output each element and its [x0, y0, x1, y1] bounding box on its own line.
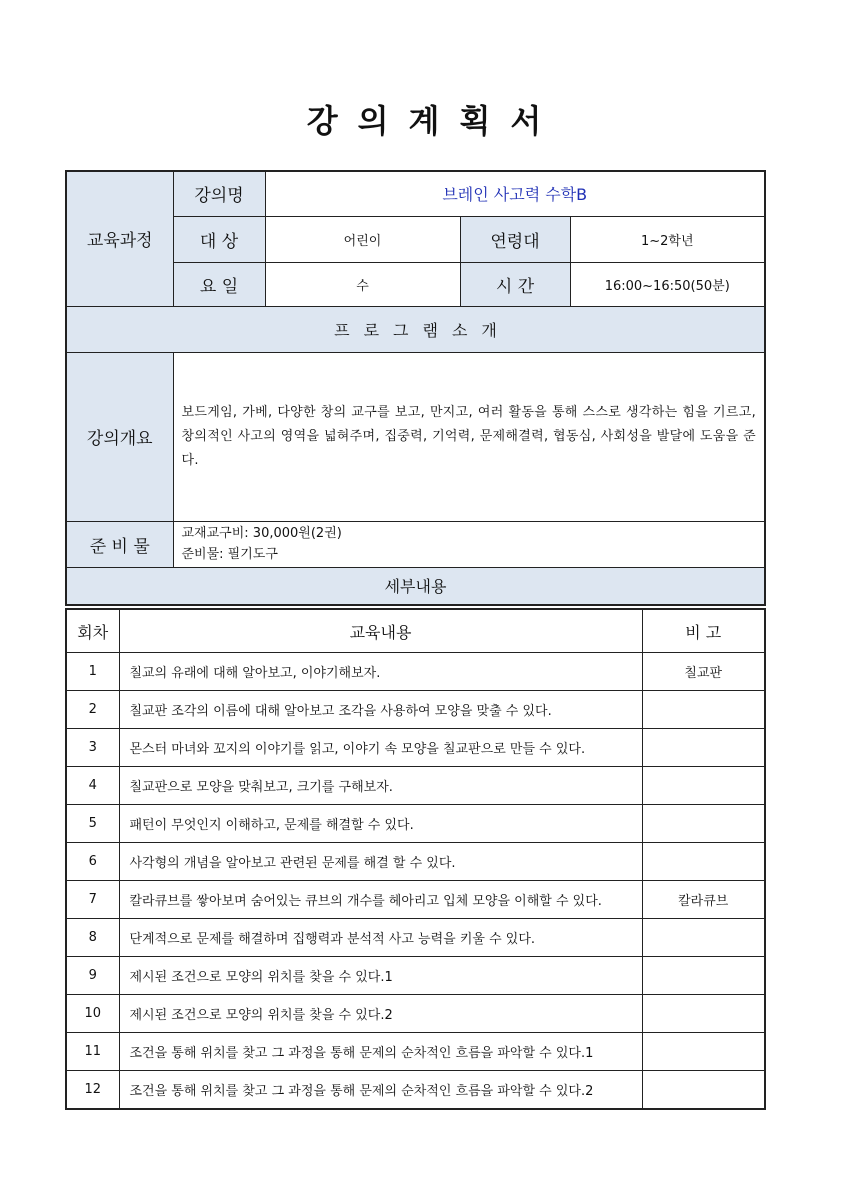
session-content: 패턴이 무엇인지 이해하고, 문제를 해결할 수 있다.: [119, 805, 642, 843]
table-row: [66, 691, 765, 729]
session-note: [642, 805, 765, 843]
time-value: 16:00~16:50(50분): [570, 262, 765, 306]
table-row: [66, 957, 765, 995]
age-label: 연령대: [460, 216, 570, 262]
session-content: 단계적으로 문제를 해결하며 집행력과 분석적 사고 능력을 키울 수 있다.: [119, 919, 642, 957]
session-detail-table: [65, 608, 766, 1110]
session-note: [642, 843, 765, 881]
session-note: [642, 767, 765, 805]
program-intro-header: 프로그램소개: [66, 306, 765, 352]
details-header: 세부내용: [66, 567, 765, 605]
table-row: [66, 919, 765, 957]
note-header: 비 고: [642, 609, 765, 653]
session-note: [642, 1071, 765, 1110]
session-note: [642, 995, 765, 1033]
session-note: [642, 957, 765, 995]
session-number: 5: [66, 805, 119, 843]
table-row: [66, 767, 765, 805]
session-content: 사각형의 개념을 알아보고 관련된 문제를 해결 할 수 있다.: [119, 843, 642, 881]
session-note: [642, 729, 765, 767]
session-number: 1: [66, 653, 119, 691]
session-number: 3: [66, 729, 119, 767]
materials-supplies: 준비물: 필기도구: [181, 547, 278, 562]
session-note: [642, 1033, 765, 1071]
session-content: 칼라큐브를 쌓아보며 숨어있는 큐브의 개수를 헤아리고 입체 모양을 이해할 수 있다.: [119, 881, 642, 919]
session-number: 11: [66, 1033, 119, 1071]
session-number: 12: [66, 1071, 119, 1110]
session-header: 회차: [66, 609, 119, 653]
day-label: 요 일: [173, 262, 265, 306]
session-number: 4: [66, 767, 119, 805]
table-row: [66, 1033, 765, 1071]
day-value: 수: [265, 262, 460, 306]
table-row: [66, 1071, 765, 1110]
session-content: 조건을 통해 위치를 찾고 그 과정을 통해 문제의 순차적인 흐름을 파악할 수 있다.1: [119, 1033, 642, 1071]
table-row: [66, 881, 765, 919]
materials-fee: 교재교구비: 30,000원(2권): [181, 526, 342, 541]
time-label: 시 간: [460, 262, 570, 306]
table-row: [66, 729, 765, 767]
session-content: 칠교판으로 모양을 맞춰보고, 크기를 구해보자.: [119, 767, 642, 805]
session-number: 8: [66, 919, 119, 957]
session-number: 2: [66, 691, 119, 729]
materials-cell: [173, 521, 765, 567]
session-content: 조건을 통해 위치를 찾고 그 과정을 통해 문제의 순차적인 흐름을 파악할 수 있다.2: [119, 1071, 642, 1110]
content-header: 교육내용: [119, 609, 642, 653]
session-note: 칼라큐브: [642, 881, 765, 919]
lecture-name-label: 강의명: [173, 171, 265, 216]
session-number: 6: [66, 843, 119, 881]
session-note: [642, 919, 765, 957]
session-note: 칠교판: [642, 653, 765, 691]
session-note: [642, 691, 765, 729]
session-number: 9: [66, 957, 119, 995]
target-value: 어린이: [265, 216, 460, 262]
table-row: [66, 653, 765, 691]
lecture-name: 브레인 사고력 수학B: [265, 171, 765, 216]
target-label: 대 상: [173, 216, 265, 262]
session-number: 10: [66, 995, 119, 1033]
session-number: 7: [66, 881, 119, 919]
session-content: 몬스터 마녀와 꼬지의 이야기를 읽고, 이야기 속 모양을 칠교판으로 만들 수 있다.: [119, 729, 642, 767]
session-content: 제시된 조건으로 모양의 위치를 찾을 수 있다.2: [119, 995, 642, 1033]
course-info-table: [65, 170, 766, 606]
table-row: [66, 805, 765, 843]
session-content: 칠교판 조각의 이름에 대해 알아보고 조각을 사용하여 모양을 맞출 수 있다.: [119, 691, 642, 729]
table-row: [66, 995, 765, 1033]
overview-label: 강의개요: [66, 352, 173, 521]
session-content: 제시된 조건으로 모양의 위치를 찾을 수 있다.1: [119, 957, 642, 995]
materials-label: 준 비 물: [66, 521, 173, 567]
document-title: 강의계획서: [306, 102, 562, 140]
session-content: 칠교의 유래에 대해 알아보고, 이야기해보자.: [119, 653, 642, 691]
course-label: 교육과정: [66, 171, 173, 306]
age-value: 1~2학년: [570, 216, 765, 262]
overview-text: 보드게임, 가베, 다양한 창의 교구를 보고, 만지고, 여러 활동을 통해 스스로 생각하는 힘을 기르고, 창의적인 사고의 영역을 넓혀주며, 집중력, 기억력, 문제해결력, 협동심, 사회성을 발달에 도움을 준다.: [173, 352, 765, 521]
table-row: [66, 843, 765, 881]
